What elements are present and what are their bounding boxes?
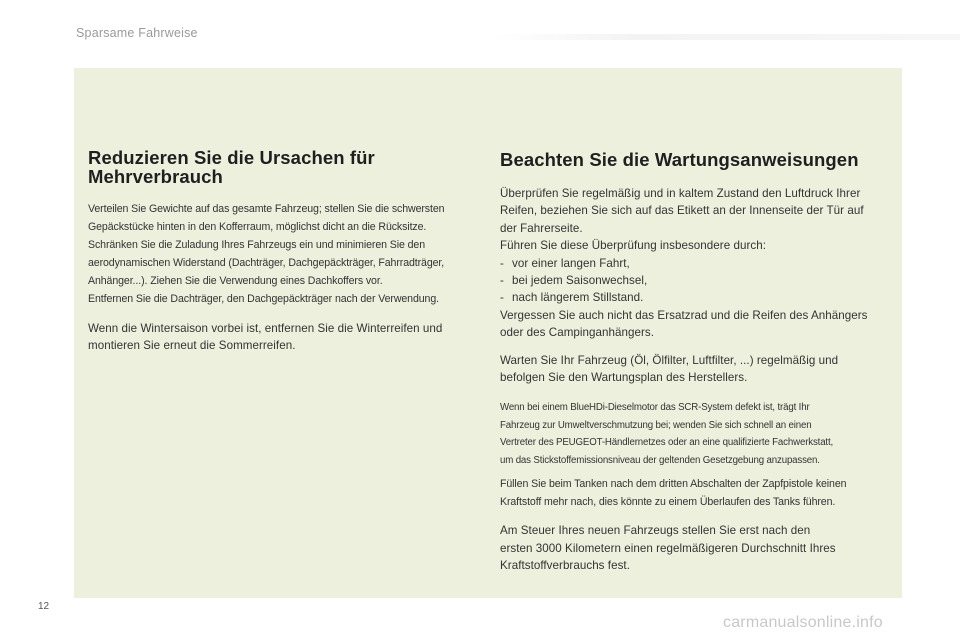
text-line: Überprüfen Sie regelmäßig und in kaltem Zustand den Luftdruck Ihrer [500, 187, 861, 200]
page-number: 12 [38, 601, 50, 612]
text-line: Vertreter des PEUGEOT-Händlernetzes oder an eine qualifizierte Fachwerkstatt, [500, 437, 834, 449]
winter-tyre-paragraph [88, 320, 484, 355]
text-line: Am Steuer Ihres neuen Fahrzeugs stellen Sie erst nach den [500, 524, 811, 538]
tyre-pressure-paragraph [500, 185, 896, 342]
text-line: um das Stickstoffemissionsniveau der geltenden Gesetzgebung anzupassen. [500, 454, 820, 466]
text-line: Fahrzeug zur Umweltverschmutzung bei; wenden Sie sich schnell an einen [500, 419, 812, 431]
text-line: Kraftstoff mehr nach, dies könnte zu einem Überlaufen des Tanks führen. [500, 496, 836, 509]
content-panel [74, 68, 902, 598]
scr-warning-paragraph [500, 399, 896, 469]
text-line: ersten 3000 Kilometern einen regelmäßigeren Durchschnitt Ihres [500, 541, 836, 555]
left-column [88, 148, 484, 355]
text-line: Warten Sie Ihr Fahrzeug (Öl, Ölfilter, Luftfilter, ...) regelmäßig und [500, 353, 839, 367]
text-line: Reifen, beziehen Sie sich auf das Etikett an der Innenseite der Tür auf [500, 204, 864, 218]
text-line: Wenn die Wintersaison vorbei ist, entfernen Sie die Winterreifen und [88, 322, 443, 335]
text-line: montieren Sie erneut die Sommerreifen. [88, 339, 296, 353]
list-item: - vor einer langen Fahrt, [500, 255, 896, 272]
watermark: carmanualsonline.info [723, 614, 883, 631]
text-line: Verteilen Sie Gewichte auf das gesamte Fahrzeug; stellen Sie die schwersten [88, 203, 445, 215]
refuel-paragraph [500, 475, 896, 511]
text-line: Füllen Sie beim Tanken nach dem dritten Abschalten der Zapfpistole keinen [500, 478, 847, 491]
text-line: Kraftstoffverbrauchs fest. [500, 559, 630, 573]
text-line: befolgen Sie den Wartungsplan des Herstellers. [500, 371, 748, 385]
text-line: Schränken Sie die Zuladung Ihres Fahrzeugs ein und minimieren Sie den [88, 239, 426, 251]
weight-paragraph [88, 200, 484, 308]
maintenance-paragraph [500, 352, 896, 387]
text-line: Führen Sie diese Überprüfung insbesondere durch: [500, 239, 766, 253]
left-heading: Reduzieren Sie die Ursachen für Mehrverbrauch [88, 147, 375, 187]
text-line: Vergessen Sie auch nicht das Ersatzrad und die Reifen des Anhängers [500, 308, 868, 322]
text-line: Anhänger...). Ziehen Sie die Verwendung eines Dachkoffers vor. [88, 275, 383, 287]
text-line: Entfernen Sie die Dachträger, den Dachgepäckträger nach der Verwendung. [88, 293, 439, 305]
list-item: - bei jedem Saisonwechsel, [500, 272, 896, 289]
section-title: Sparsame Fahrweise [76, 26, 198, 40]
check-occasions-list [500, 255, 896, 307]
list-item: - nach längerem Stillstand. [500, 289, 896, 306]
text-line: der Fahrerseite. [500, 221, 583, 235]
text-line: Gepäckstücke hinten in den Kofferraum, möglichst dicht an die Rücksitze. [88, 221, 427, 233]
right-heading: Beachten Sie die Wartungsanweisungen [500, 149, 859, 170]
new-car-paragraph [500, 522, 896, 574]
right-column [500, 148, 896, 575]
text-line: Wenn bei einem BlueHDi-Dieselmotor das SCR-System defekt ist, trägt Ihr [500, 402, 810, 414]
text-line: oder des Campinganhängers. [500, 326, 655, 340]
text-line: aerodynamischen Widerstand (Dachträger, Dachgepäckträger, Fahrradträger, [88, 257, 445, 269]
header-divider [492, 34, 960, 40]
